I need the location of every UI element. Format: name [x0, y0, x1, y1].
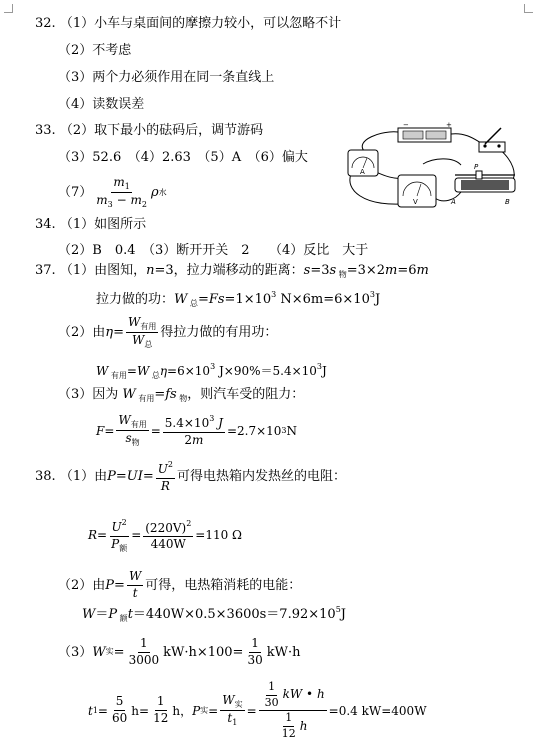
svg-text:A: A [451, 198, 456, 206]
energy-fraction: $\frac{W}{t}$ [128, 569, 142, 600]
rheostat [450, 163, 515, 206]
q34-line1 [35, 218, 146, 231]
q32-line1 [35, 17, 341, 30]
time-fraction-2: $\frac{1}{12}$ [153, 694, 169, 726]
q37-line1: 37. （1）由图知，n=3，拉力端移动的距离：s=3s $_物$=3×2m=6m [35, 263, 429, 279]
q33-answer-7: （7） $\frac{m_1}{m_3 - m_2}$ ρ 水 [58, 175, 167, 210]
q37-line6: F = $\frac{W_{有用}}{s_物}$ = $\frac{5.4\times 10^3 J}{2m}$ =2.7×10 3 N [96, 413, 297, 448]
resistance-fraction-1: $\frac{U^2}{P_额}$ [111, 518, 128, 553]
actual-power-fraction-1: $\frac{W_实}{t_1}$ [222, 693, 243, 728]
time-fraction-1: $\frac{5}{60}$ [111, 694, 128, 726]
circuit-diagram [343, 120, 525, 212]
q38-line3: （2）由 P = $\frac{W}{t}$ 可得，电热箱消耗的电能： [58, 569, 302, 600]
q33-answer-2: （2）取下最小的砝码后，调节游码 [59, 123, 264, 138]
friction-fraction-2: $\frac{5.4\times 10^3 J}{2m}$ [164, 414, 223, 447]
q38-line5: （3） W 实 = $\frac{1}{3000}$ kW·h×100= $\frac{1}{30}$ kW·h [58, 636, 301, 667]
q34-number: 34. [35, 217, 56, 232]
battery [398, 121, 452, 142]
svg-text:B: B [505, 198, 510, 206]
q38-line6: t 1 = $\frac{5}{60}$ h= $\frac{1}{12}$ h， P 实 = $\frac{W_实}{t_1}$ = $\frac{1}{30}$ kW • h $\frac{1}{12}$ h =0.4 kW=400W [88, 680, 427, 740]
svg-text:+: + [446, 121, 452, 129]
corner-mark-right [524, 4, 533, 13]
actual-energy-fraction-1: $\frac{1}{3000}$ [128, 636, 160, 667]
q37-line5: （3）因为 W $_{有用}$=fs $_物$，则汽车受的阻力： [58, 387, 305, 403]
efficiency-fraction: $\frac{W_{有用}}{W_总}$ [127, 315, 157, 350]
q34-answer-1: （1）如图所示 [59, 217, 147, 232]
q38-line1: 38. （1）由 P = UI = $\frac{U^2}{R}$ 可得电热箱内发热丝的电阻： [35, 460, 346, 493]
q38-line4: W＝P $_额t=440W\times 0.5\times 3600s=7.92\times 10^5J$ [82, 605, 347, 623]
q37-line4: W $_{有用}$=W $_总\eta=6\times 10^3$ $J\times 90\%=5.4\times 10^3J$ [96, 362, 327, 380]
wire [435, 192, 461, 201]
q32-answer-1: （1）小车与桌面间的摩擦力较小，可以忽略不计 [59, 16, 342, 31]
q33-answer-3-6: （3）52.6 （4）2.63 （5）A （6）偏大 [58, 150, 308, 165]
wire [498, 148, 514, 182]
q37-number: 37. [35, 263, 56, 278]
actual-power-fraction-2: $\frac{1}{30}$ kW • h $\frac{1}{12}$ h [259, 681, 327, 741]
svg-text:V: V [413, 198, 418, 206]
q34-answer-2-4: （2）B 0.4 （3）断开开关 2 （4）反比 大于 [58, 243, 369, 258]
power-fraction: $\frac{U^2}{R}$ [157, 460, 173, 493]
voltmeter [398, 175, 436, 207]
wire [451, 134, 483, 144]
wire [362, 132, 398, 152]
svg-text:A: A [360, 168, 365, 176]
q37-line3: （2）由 η = $\frac{W_{有用}}{W_总}$ 得拉力做的有用功： [58, 315, 278, 350]
q32-answer-3: （3）两个力必须作用在同一条直线上 [58, 70, 275, 85]
ammeter [348, 150, 378, 176]
q32-number: 32. [35, 16, 56, 31]
q32-answer-4: （4）读数误差 [58, 97, 145, 112]
switch [479, 128, 505, 152]
q32-answer-2: （2）不考虑 [58, 43, 132, 58]
q37-line2: 拉力做的功：W $_总=Fs=1\times 10^3$ $N\times 6m=6\times 10^3J$ [96, 290, 381, 308]
resistance-fraction-2: $\frac{(220V)^2}{440W}$ [145, 518, 192, 552]
wire [423, 159, 461, 165]
corner-mark-left [4, 4, 13, 13]
q38-line2: R = $\frac{U^2}{P_额}$ = $\frac{(220V)^2}{440W}$ =110 Ω [88, 518, 243, 553]
actual-energy-fraction-2: $\frac{1}{30}$ [247, 636, 263, 667]
friction-fraction-1: $\frac{W_{有用}}{s_物}$ [118, 413, 147, 448]
svg-text:−: − [403, 121, 409, 129]
q38-number: 38. [35, 469, 56, 485]
q33-line1 [35, 124, 263, 137]
density-fraction: $\frac{m_1}{m_3 - m_2}$ [96, 175, 147, 210]
q33-number: 33. [35, 123, 56, 138]
svg-text:P: P [474, 163, 479, 171]
